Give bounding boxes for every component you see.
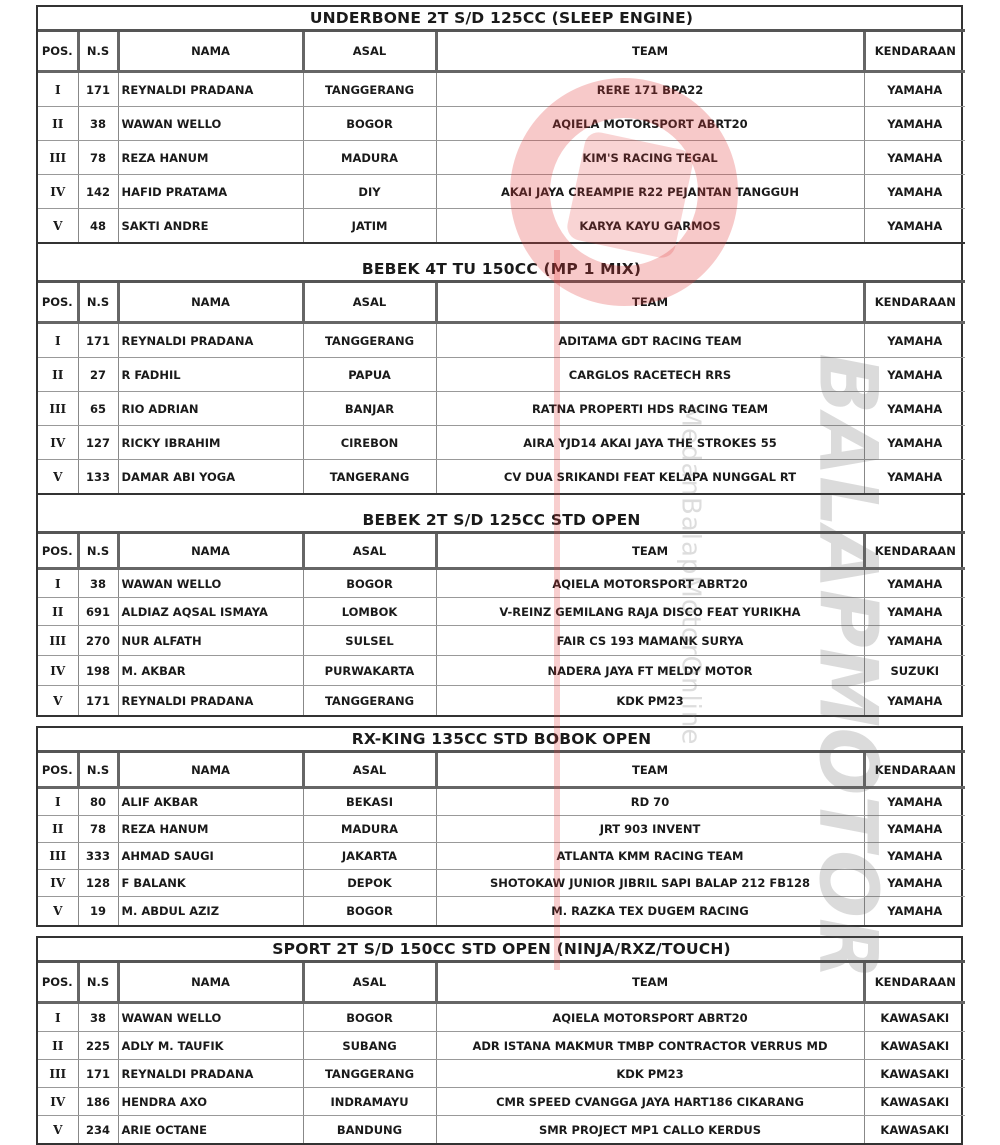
cell-kendaraan: KAWASAKI — [864, 1003, 965, 1032]
result-row — [38, 656, 965, 686]
results-table-a — [38, 7, 965, 715]
result-row — [38, 1088, 965, 1116]
result-row — [38, 141, 965, 175]
result-row — [38, 358, 965, 392]
cell-kendaraan: YAMAHA — [864, 843, 965, 870]
section-title: SPORT 2T S/D 150CC STD OPEN (NINJA/RXZ/TOUCH) — [38, 938, 965, 962]
cell-nama: REYNALDI PRADANA — [118, 323, 303, 358]
cell-team: AQIELA MOTORSPORT ABRT20 — [436, 107, 864, 141]
results-table-b — [38, 728, 965, 925]
result-row — [38, 107, 965, 141]
cell-ns: 142 — [78, 175, 118, 209]
cell-team: AKAI JAYA CREAMPIE R22 PEJANTAN TANGGUH — [436, 175, 864, 209]
cell-asal: SULSEL — [303, 626, 436, 656]
column-header-asal: ASAL — [303, 533, 436, 569]
cell-nama: ARIE OCTANE — [118, 1116, 303, 1144]
cell-kendaraan: YAMAHA — [864, 107, 965, 141]
section-title-row — [38, 509, 965, 533]
cell-asal: JAKARTA — [303, 843, 436, 870]
cell-team: M. RAZKA TEX DUGEM RACING — [436, 897, 864, 926]
cell-team: JRT 903 INVENT — [436, 816, 864, 843]
result-row — [38, 788, 965, 816]
cell-asal: INDRAMAYU — [303, 1088, 436, 1116]
cell-team: RATNA PROPERTI HDS RACING TEAM — [436, 392, 864, 426]
result-row — [38, 816, 965, 843]
cell-kendaraan: YAMAHA — [864, 175, 965, 209]
cell-pos: V — [38, 686, 78, 716]
cell-nama: R FADHIL — [118, 358, 303, 392]
cell-asal: CIREBON — [303, 426, 436, 460]
cell-kendaraan: KAWASAKI — [864, 1060, 965, 1088]
result-row — [38, 870, 965, 897]
cell-pos: II — [38, 598, 78, 626]
column-header-nama: NAMA — [118, 31, 303, 72]
cell-team: CV DUA SRIKANDI FEAT KELAPA NUNGGAL RT — [436, 460, 864, 495]
column-header-team: TEAM — [436, 752, 864, 788]
cell-ns: 38 — [78, 1003, 118, 1032]
cell-kendaraan: SUZUKI — [864, 656, 965, 686]
section-title: BEBEK 2T S/D 125CC STD OPEN — [38, 509, 965, 533]
cell-nama: ALDIAZ AQSAL ISMAYA — [118, 598, 303, 626]
cell-kendaraan: YAMAHA — [864, 141, 965, 175]
cell-ns: 80 — [78, 788, 118, 816]
spacer-cell — [38, 494, 965, 509]
cell-asal: BANJAR — [303, 392, 436, 426]
cell-asal: PURWAKARTA — [303, 656, 436, 686]
cell-asal: TANGGERANG — [303, 1060, 436, 1088]
cell-nama: WAWAN WELLO — [118, 107, 303, 141]
cell-kendaraan: YAMAHA — [887, 469, 943, 484]
cell-pos: III — [38, 141, 78, 175]
column-header-asal: ASAL — [303, 962, 436, 1003]
result-row — [38, 626, 965, 656]
cell-pos: I — [38, 72, 78, 107]
results-block-b — [36, 726, 963, 927]
cell-ns: 38 — [78, 107, 118, 141]
result-row — [38, 209, 965, 244]
cell-nama: REYNALDI PRADANA — [118, 686, 303, 716]
cell-nama: REYNALDI PRADANA — [118, 1060, 303, 1088]
cell-kendaraan: KAWASAKI — [880, 1122, 950, 1137]
section-title-row — [38, 7, 965, 31]
result-row — [38, 175, 965, 209]
cell-nama: RIO ADRIAN — [118, 392, 303, 426]
cell-asal: TANGGERANG — [303, 323, 436, 358]
cell-pos: I — [38, 569, 78, 598]
cell-nama: M. ABDUL AZIZ — [118, 897, 303, 926]
section-title-row — [38, 728, 965, 752]
cell-pos: I — [38, 788, 78, 816]
cell-team: RERE 171 BPA22 — [436, 72, 864, 107]
column-header-kendaraan: KENDARAAN — [864, 282, 965, 323]
cell-nama: AHMAD SAUGI — [118, 843, 303, 870]
cell-team: V-REINZ GEMILANG RAJA DISCO FEAT YURIKHA — [436, 598, 864, 626]
cell-nama: NUR ALFATH — [118, 626, 303, 656]
cell-team: KDK PM23 — [436, 1060, 864, 1088]
cell-kendaraan: YAMAHA — [864, 426, 965, 460]
result-row — [38, 1116, 965, 1144]
cell-ns: 19 — [78, 897, 118, 926]
result-row — [38, 392, 965, 426]
cell-kendaraan: YAMAHA — [864, 626, 965, 656]
cell-pos: II — [38, 1032, 78, 1060]
results-block-a — [36, 5, 963, 717]
column-header-kendaraan: KENDARAAN — [864, 31, 965, 72]
cell-asal: BANDUNG — [303, 1116, 436, 1144]
results-table-c — [38, 938, 965, 1143]
cell-asal: JATIM — [303, 209, 436, 244]
cell-ns: 186 — [78, 1088, 118, 1116]
cell-asal: BOGOR — [303, 107, 436, 141]
column-header-nama: NAMA — [118, 962, 303, 1003]
cell-pos: II — [38, 107, 78, 141]
cell-team: SMR PROJECT MP1 CALLO KERDUS — [436, 1116, 864, 1144]
column-header-pos: POS. — [38, 282, 78, 323]
column-header-asal: ASAL — [303, 31, 436, 72]
cell-team: KDK PM23 — [436, 686, 864, 716]
column-header-pos: POS. — [38, 752, 78, 788]
column-header-ns: N.S — [78, 752, 118, 788]
column-header-kendaraan: KENDARAAN — [864, 752, 965, 788]
cell-team: ADITAMA GDT RACING TEAM — [436, 323, 864, 358]
cell-ns: 171 — [78, 1060, 118, 1088]
section-title: RX-KING 135CC STD BOBOK OPEN — [38, 728, 965, 752]
cell-asal: LOMBOK — [303, 598, 436, 626]
cell-pos: IV — [38, 870, 78, 897]
cell-asal: BOGOR — [303, 569, 436, 598]
column-header-pos: POS. — [38, 31, 78, 72]
watermark-brand: BALAPMOTOR — [801, 353, 895, 980]
cell-ns: 171 — [78, 686, 118, 716]
cell-pos: I — [38, 323, 78, 358]
cell-pos: II — [38, 816, 78, 843]
column-header-row — [38, 282, 965, 323]
column-header-ns: N.S — [78, 533, 118, 569]
column-header-kendaraan: KENDARAAN — [864, 533, 965, 569]
cell-team: AIRA YJD14 AKAI JAYA THE STROKES 55 — [436, 426, 864, 460]
cell-nama: RICKY IBRAHIM — [118, 426, 303, 460]
cell-ns: 691 — [78, 598, 118, 626]
cell-nama: ADLY M. TAUFIK — [118, 1032, 303, 1060]
cell-ns: 127 — [78, 426, 118, 460]
result-row — [38, 897, 965, 926]
result-row — [38, 426, 965, 460]
result-row — [38, 460, 965, 495]
cell-pos: II — [38, 358, 78, 392]
cell-kendaraan: KAWASAKI — [864, 1088, 965, 1116]
cell-pos: V — [38, 460, 78, 495]
cell-kendaraan: YAMAHA — [864, 72, 965, 107]
column-header-pos: POS. — [38, 962, 78, 1003]
column-header-asal: ASAL — [303, 752, 436, 788]
column-header-nama: NAMA — [118, 282, 303, 323]
cell-pos: III — [38, 626, 78, 656]
cell-nama: HENDRA AXO — [118, 1088, 303, 1116]
cell-kendaraan: YAMAHA — [887, 693, 943, 708]
column-header-team: TEAM — [436, 533, 864, 569]
cell-kendaraan: YAMAHA — [864, 392, 965, 426]
cell-ns: 78 — [78, 141, 118, 175]
column-header-row — [38, 962, 965, 1003]
cell-nama: WAWAN WELLO — [118, 1003, 303, 1032]
cell-asal: TANGERANG — [303, 460, 436, 495]
column-header-row — [38, 31, 965, 72]
cell-nama: REZA HANUM — [118, 816, 303, 843]
section-title-row — [38, 258, 965, 282]
column-header-ns: N.S — [78, 282, 118, 323]
cell-asal: BOGOR — [303, 1003, 436, 1032]
cell-team: AQIELA MOTORSPORT ABRT20 — [436, 1003, 864, 1032]
cell-ns: 198 — [78, 656, 118, 686]
column-header-team: TEAM — [436, 31, 864, 72]
cell-kendaraan: YAMAHA — [864, 870, 965, 897]
cell-ns: 225 — [78, 1032, 118, 1060]
column-header-team: TEAM — [436, 962, 864, 1003]
cell-kendaraan: YAMAHA — [864, 358, 965, 392]
cell-asal: MADURA — [303, 816, 436, 843]
cell-ns: 27 — [78, 358, 118, 392]
result-row — [38, 72, 965, 107]
cell-team: KIM'S RACING TEGAL — [436, 141, 864, 175]
result-row — [38, 1060, 965, 1088]
cell-kendaraan: YAMAHA — [864, 323, 965, 358]
cell-nama: WAWAN WELLO — [118, 569, 303, 598]
cell-kendaraan: YAMAHA — [864, 569, 965, 598]
cell-pos: IV — [38, 426, 78, 460]
section-spacer — [38, 494, 965, 509]
cell-ns: 48 — [78, 209, 118, 244]
cell-nama: F BALANK — [118, 870, 303, 897]
cell-ns: 270 — [78, 626, 118, 656]
cell-pos: IV — [38, 1088, 78, 1116]
column-header-kendaraan: KENDARAAN — [864, 962, 965, 1003]
results-document — [36, 5, 963, 1145]
cell-team: FAIR CS 193 MAMANK SURYA — [436, 626, 864, 656]
cell-kendaraan: YAMAHA — [887, 218, 943, 233]
cell-ns: 234 — [78, 1116, 118, 1144]
result-row — [38, 843, 965, 870]
result-row — [38, 686, 965, 716]
result-row — [38, 1032, 965, 1060]
cell-pos: IV — [38, 656, 78, 686]
cell-nama: M. AKBAR — [118, 656, 303, 686]
column-header-asal: ASAL — [303, 282, 436, 323]
cell-team: ATLANTA KMM RACING TEAM — [436, 843, 864, 870]
cell-ns: 333 — [78, 843, 118, 870]
cell-team: RD 70 — [436, 788, 864, 816]
results-block-c — [36, 936, 963, 1145]
cell-pos: III — [38, 392, 78, 426]
cell-team: CMR SPEED CVANGGA JAYA HART186 CIKARANG — [436, 1088, 864, 1116]
cell-ns: 65 — [78, 392, 118, 426]
result-row — [38, 1003, 965, 1032]
result-row — [38, 598, 965, 626]
cell-ns: 128 — [78, 870, 118, 897]
column-header-row — [38, 533, 965, 569]
section-title: UNDERBONE 2T S/D 125CC (SLEEP ENGINE) — [38, 7, 965, 31]
section-title-row — [38, 938, 965, 962]
watermark-text: MedanBalapMotorOnline — [675, 404, 706, 746]
cell-team: NADERA JAYA FT MELDY MOTOR — [436, 656, 864, 686]
cell-pos: III — [38, 843, 78, 870]
cell-ns: 133 — [78, 460, 118, 495]
cell-team: KARYA KAYU GARMOS — [436, 209, 864, 244]
column-header-ns: N.S — [78, 31, 118, 72]
column-header-row — [38, 752, 965, 788]
cell-kendaraan: KAWASAKI — [864, 1032, 965, 1060]
cell-asal: DEPOK — [303, 870, 436, 897]
column-header-ns: N.S — [78, 962, 118, 1003]
cell-kendaraan: YAMAHA — [887, 904, 943, 918]
column-header-nama: NAMA — [118, 752, 303, 788]
cell-team: AQIELA MOTORSPORT ABRT20 — [436, 569, 864, 598]
section-title: BEBEK 4T TU 150CC (MP 1 MIX) — [38, 258, 965, 282]
cell-nama: REZA HANUM — [118, 141, 303, 175]
cell-asal: MADURA — [303, 141, 436, 175]
cell-pos: V — [38, 209, 78, 244]
cell-nama: SAKTI ANDRE — [118, 209, 303, 244]
cell-ns: 78 — [78, 816, 118, 843]
cell-nama: HAFID PRATAMA — [118, 175, 303, 209]
cell-asal: BEKASI — [303, 788, 436, 816]
cell-kendaraan: YAMAHA — [864, 816, 965, 843]
cell-ns: 38 — [78, 569, 118, 598]
cell-asal: SUBANG — [303, 1032, 436, 1060]
cell-asal: DIY — [303, 175, 436, 209]
result-row — [38, 569, 965, 598]
spacer-cell — [38, 243, 965, 258]
cell-asal: TANGGERANG — [303, 686, 436, 716]
column-header-team: TEAM — [436, 282, 864, 323]
cell-team: SHOTOKAW JUNIOR JIBRIL SAPI BALAP 212 FB128 — [436, 870, 864, 897]
cell-asal: PAPUA — [303, 358, 436, 392]
cell-pos: V — [38, 897, 78, 926]
cell-nama: ALIF AKBAR — [118, 788, 303, 816]
column-header-pos: POS. — [38, 533, 78, 569]
cell-nama: REYNALDI PRADANA — [118, 72, 303, 107]
cell-team: CARGLOS RACETECH RRS — [436, 358, 864, 392]
result-row — [38, 323, 965, 358]
cell-ns: 171 — [78, 72, 118, 107]
cell-asal: TANGGERANG — [303, 72, 436, 107]
cell-ns: 171 — [78, 323, 118, 358]
cell-pos: V — [38, 1116, 78, 1144]
cell-nama: DAMAR ABI YOGA — [118, 460, 303, 495]
cell-team: ADR ISTANA MAKMUR TMBP CONTRACTOR VERRUS MD — [436, 1032, 864, 1060]
cell-pos: III — [38, 1060, 78, 1088]
cell-kendaraan: YAMAHA — [864, 788, 965, 816]
cell-kendaraan: YAMAHA — [864, 598, 965, 626]
cell-pos: I — [38, 1003, 78, 1032]
cell-asal: BOGOR — [303, 897, 436, 926]
section-spacer — [38, 243, 965, 258]
cell-pos: IV — [38, 175, 78, 209]
column-header-nama: NAMA — [118, 533, 303, 569]
